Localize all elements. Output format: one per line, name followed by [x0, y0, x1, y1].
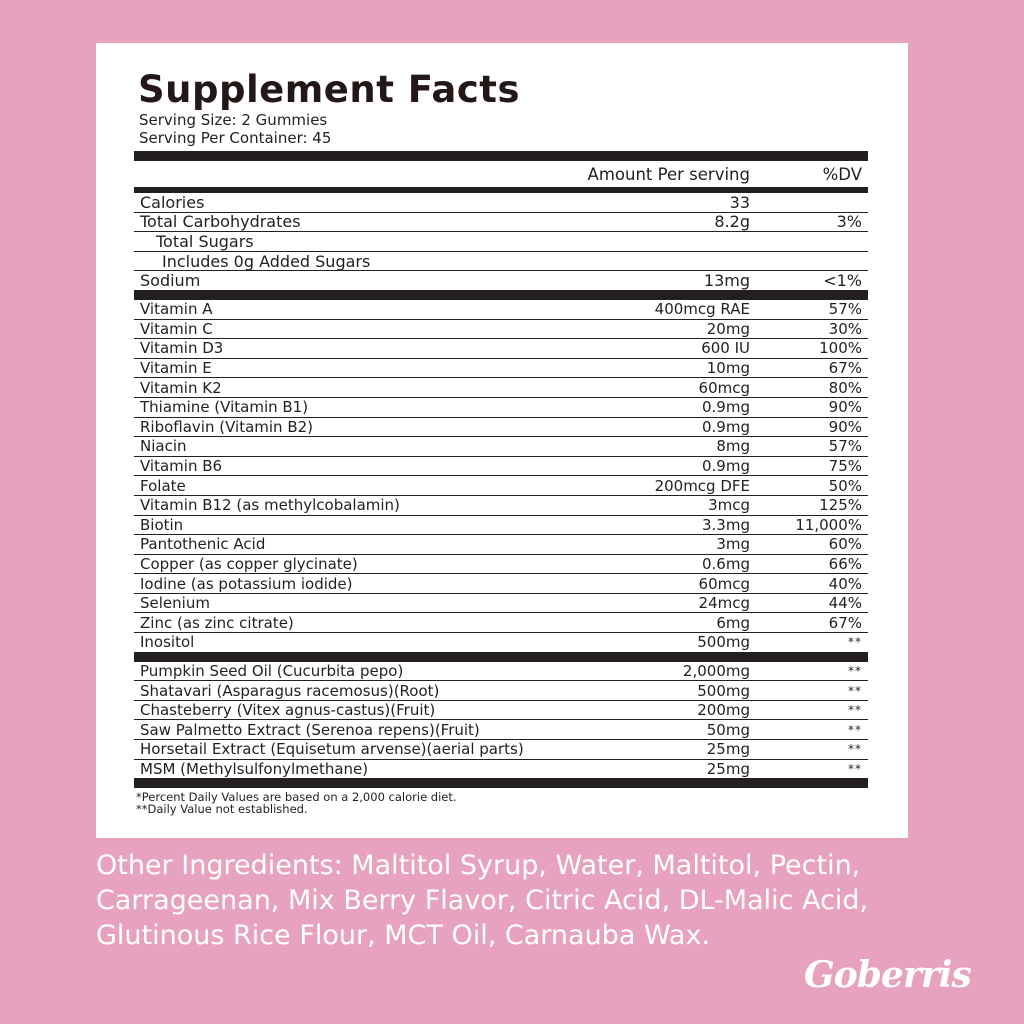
facts-row [134, 457, 868, 477]
facts-row [134, 437, 868, 457]
nutrient-name: Horsetail Extract (Equisetum arvense)(aerial parts) [140, 740, 524, 759]
footnotes [134, 791, 868, 815]
label-title: Supplement Facts [138, 68, 521, 111]
nutrient-name: MSM (Methylsulfonylmethane) [140, 759, 369, 778]
nutrient-name: Pantothenic Acid [140, 535, 266, 554]
vitamins-section [134, 300, 868, 652]
nutrient-name: Iodine (as potassium iodide) [140, 574, 353, 593]
facts-row [134, 398, 868, 418]
facts-row [134, 574, 868, 594]
divider-thick [134, 151, 868, 161]
nutrient-dv: 66% [828, 554, 862, 573]
nutrient-name: Includes 0g Added Sugars [162, 251, 371, 271]
facts-row [134, 535, 868, 555]
nutrient-name: Vitamin C [140, 319, 213, 338]
nutrient-name: Niacin [140, 437, 187, 456]
nutrient-amount: 500mg [697, 681, 750, 700]
nutrient-dv: 100% [819, 339, 862, 358]
facts-row [134, 213, 868, 233]
nutrient-amount: 8mg [716, 437, 750, 456]
nutrient-name: Vitamin D3 [140, 339, 224, 358]
nutrient-amount: 24mcg [698, 594, 750, 613]
column-header-row [134, 161, 868, 187]
nutrient-dv: 90% [828, 398, 862, 417]
nutrient-dv: 125% [819, 496, 862, 515]
nutrient-name: Folate [140, 476, 186, 495]
nutrient-dv: 60% [828, 535, 862, 554]
nutrient-name: Zinc (as zinc citrate) [140, 613, 294, 632]
facts-row [134, 720, 868, 740]
nutrient-amount: 500mg [697, 633, 750, 652]
facts-row [134, 252, 868, 272]
facts-row [134, 476, 868, 496]
nutrient-name: Riboflavin (Vitamin B2) [140, 417, 314, 436]
facts-row [134, 516, 868, 536]
nutrient-dv: 67% [828, 613, 862, 632]
nutrient-amount: 400mcg RAE [654, 300, 750, 319]
nutrient-amount: 10mg [706, 359, 750, 378]
supplement-facts-panel [96, 43, 908, 838]
nutrient-amount: 13mg [703, 271, 750, 291]
divider-thick [134, 290, 868, 300]
facts-row [134, 681, 868, 701]
header-dv: %DV [822, 164, 862, 184]
nutrient-dv: 30% [828, 319, 862, 338]
facts-row [134, 271, 868, 290]
nutrient-dv: 80% [828, 378, 862, 397]
nutrient-name: Vitamin B6 [140, 457, 223, 476]
nutrient-name: Pumpkin Seed Oil (Cucurbita pepo) [140, 661, 404, 680]
nutrient-amount: 3mg [716, 535, 750, 554]
header-amount: Amount Per serving [587, 164, 750, 184]
nutrient-amount: 50mg [706, 720, 750, 739]
nutrient-name: Vitamin A [140, 300, 213, 319]
nutrient-name: Vitamin K2 [140, 378, 222, 397]
nutrient-dv: ** [848, 663, 862, 678]
nutrient-amount: 0.9mg [702, 398, 750, 417]
facts-row [134, 359, 868, 379]
nutrient-name: Biotin [140, 515, 184, 534]
brand-logo: Goberris [804, 954, 971, 996]
nutrient-amount: 20mg [706, 319, 750, 338]
nutrient-dv: ** [848, 703, 862, 718]
facts-row [134, 193, 868, 213]
nutrient-amount: 8.2g [714, 212, 750, 232]
facts-row [134, 555, 868, 575]
facts-row [134, 613, 868, 633]
nutrient-name: Copper (as copper glycinate) [140, 554, 358, 573]
facts-row [134, 740, 868, 760]
nutrient-amount: 60mcg [698, 574, 750, 593]
nutrient-name: Selenium [140, 594, 210, 613]
facts-row [134, 760, 868, 779]
nutrient-dv: 3% [836, 212, 862, 232]
nutrient-dv: 57% [828, 300, 862, 319]
nutrient-dv: ** [848, 761, 862, 776]
facts-row [134, 320, 868, 340]
nutrient-amount: 3mcg [708, 496, 750, 515]
nutrient-amount: 2,000mg [682, 661, 750, 680]
nutrient-name: Chasteberry (Vitex agnus-castus)(Fruit) [140, 701, 436, 720]
nutrient-name: Total Sugars [156, 231, 254, 251]
botanicals-section [134, 662, 868, 779]
nutrient-dv: 11,000% [795, 515, 862, 534]
nutrient-amount: 25mg [706, 740, 750, 759]
nutrient-amount: 0.9mg [702, 417, 750, 436]
footnote-not-established: **Daily Value not established. [136, 802, 308, 817]
facts-row [134, 594, 868, 614]
nutrient-dv: <1% [823, 271, 862, 291]
nutrient-amount: 60mcg [698, 378, 750, 397]
facts-row [134, 418, 868, 438]
supplement-facts-label [134, 43, 868, 815]
facts-row [134, 496, 868, 516]
nutrient-dv: 90% [828, 417, 862, 436]
facts-row [134, 232, 868, 252]
nutrient-name: Thiamine (Vitamin B1) [140, 398, 309, 417]
nutrient-amount: 6mg [716, 613, 750, 632]
nutrient-amount: 25mg [706, 759, 750, 778]
nutrient-name: Sodium [140, 271, 201, 291]
nutrient-name: Inositol [140, 633, 195, 652]
nutrient-dv: ** [848, 635, 862, 650]
facts-row [134, 662, 868, 682]
nutrient-dv: ** [848, 683, 862, 698]
footnote-dv: *Percent Daily Values are based on a 2,000 calorie diet. [136, 790, 457, 805]
serving-size: Serving Size: 2 Gummies [139, 111, 328, 129]
servings-per-container: Serving Per Container: 45 [139, 129, 332, 147]
nutrient-amount: 200mg [697, 701, 750, 720]
macros-section [134, 193, 868, 290]
facts-row [134, 633, 868, 652]
nutrient-amount: 600 IU [701, 339, 750, 358]
nutrient-name: Saw Palmetto Extract (Serenoa repens)(Fruit) [140, 720, 480, 739]
facts-row [134, 701, 868, 721]
nutrient-dv: 75% [828, 457, 862, 476]
facts-row [134, 378, 868, 398]
nutrient-dv: 67% [828, 359, 862, 378]
nutrient-name: Calories [140, 192, 205, 212]
nutrient-amount: 33 [729, 192, 750, 212]
nutrient-dv: 44% [828, 594, 862, 613]
nutrient-dv: ** [848, 722, 862, 737]
nutrient-amount: 0.6mg [702, 554, 750, 573]
facts-row [134, 300, 868, 320]
nutrient-dv: 50% [828, 476, 862, 495]
nutrient-name: Vitamin E [140, 359, 212, 378]
nutrient-name: Shatavari (Asparagus racemosus)(Root) [140, 681, 440, 700]
nutrient-dv: 40% [828, 574, 862, 593]
divider-thick [134, 778, 868, 788]
nutrient-amount: 3.3mg [702, 515, 750, 534]
nutrient-name: Total Carbohydrates [140, 212, 301, 232]
nutrient-amount: 0.9mg [702, 457, 750, 476]
nutrient-name: Vitamin B12 (as methylcobalamin) [140, 496, 400, 515]
nutrient-dv: ** [848, 742, 862, 757]
facts-row [134, 339, 868, 359]
divider-thick [134, 652, 868, 662]
other-ingredients: Other Ingredients: Maltitol Syrup, Water, Maltitol, Pectin, Carrageenan, Mix Berry Flavor, Citric Acid, DL-Malic Acid, Glutinous Rice Flour, MCT Oil, Carnauba Wax. [96, 850, 869, 951]
nutrient-amount: 200mcg DFE [654, 476, 750, 495]
nutrient-dv: 57% [828, 437, 862, 456]
